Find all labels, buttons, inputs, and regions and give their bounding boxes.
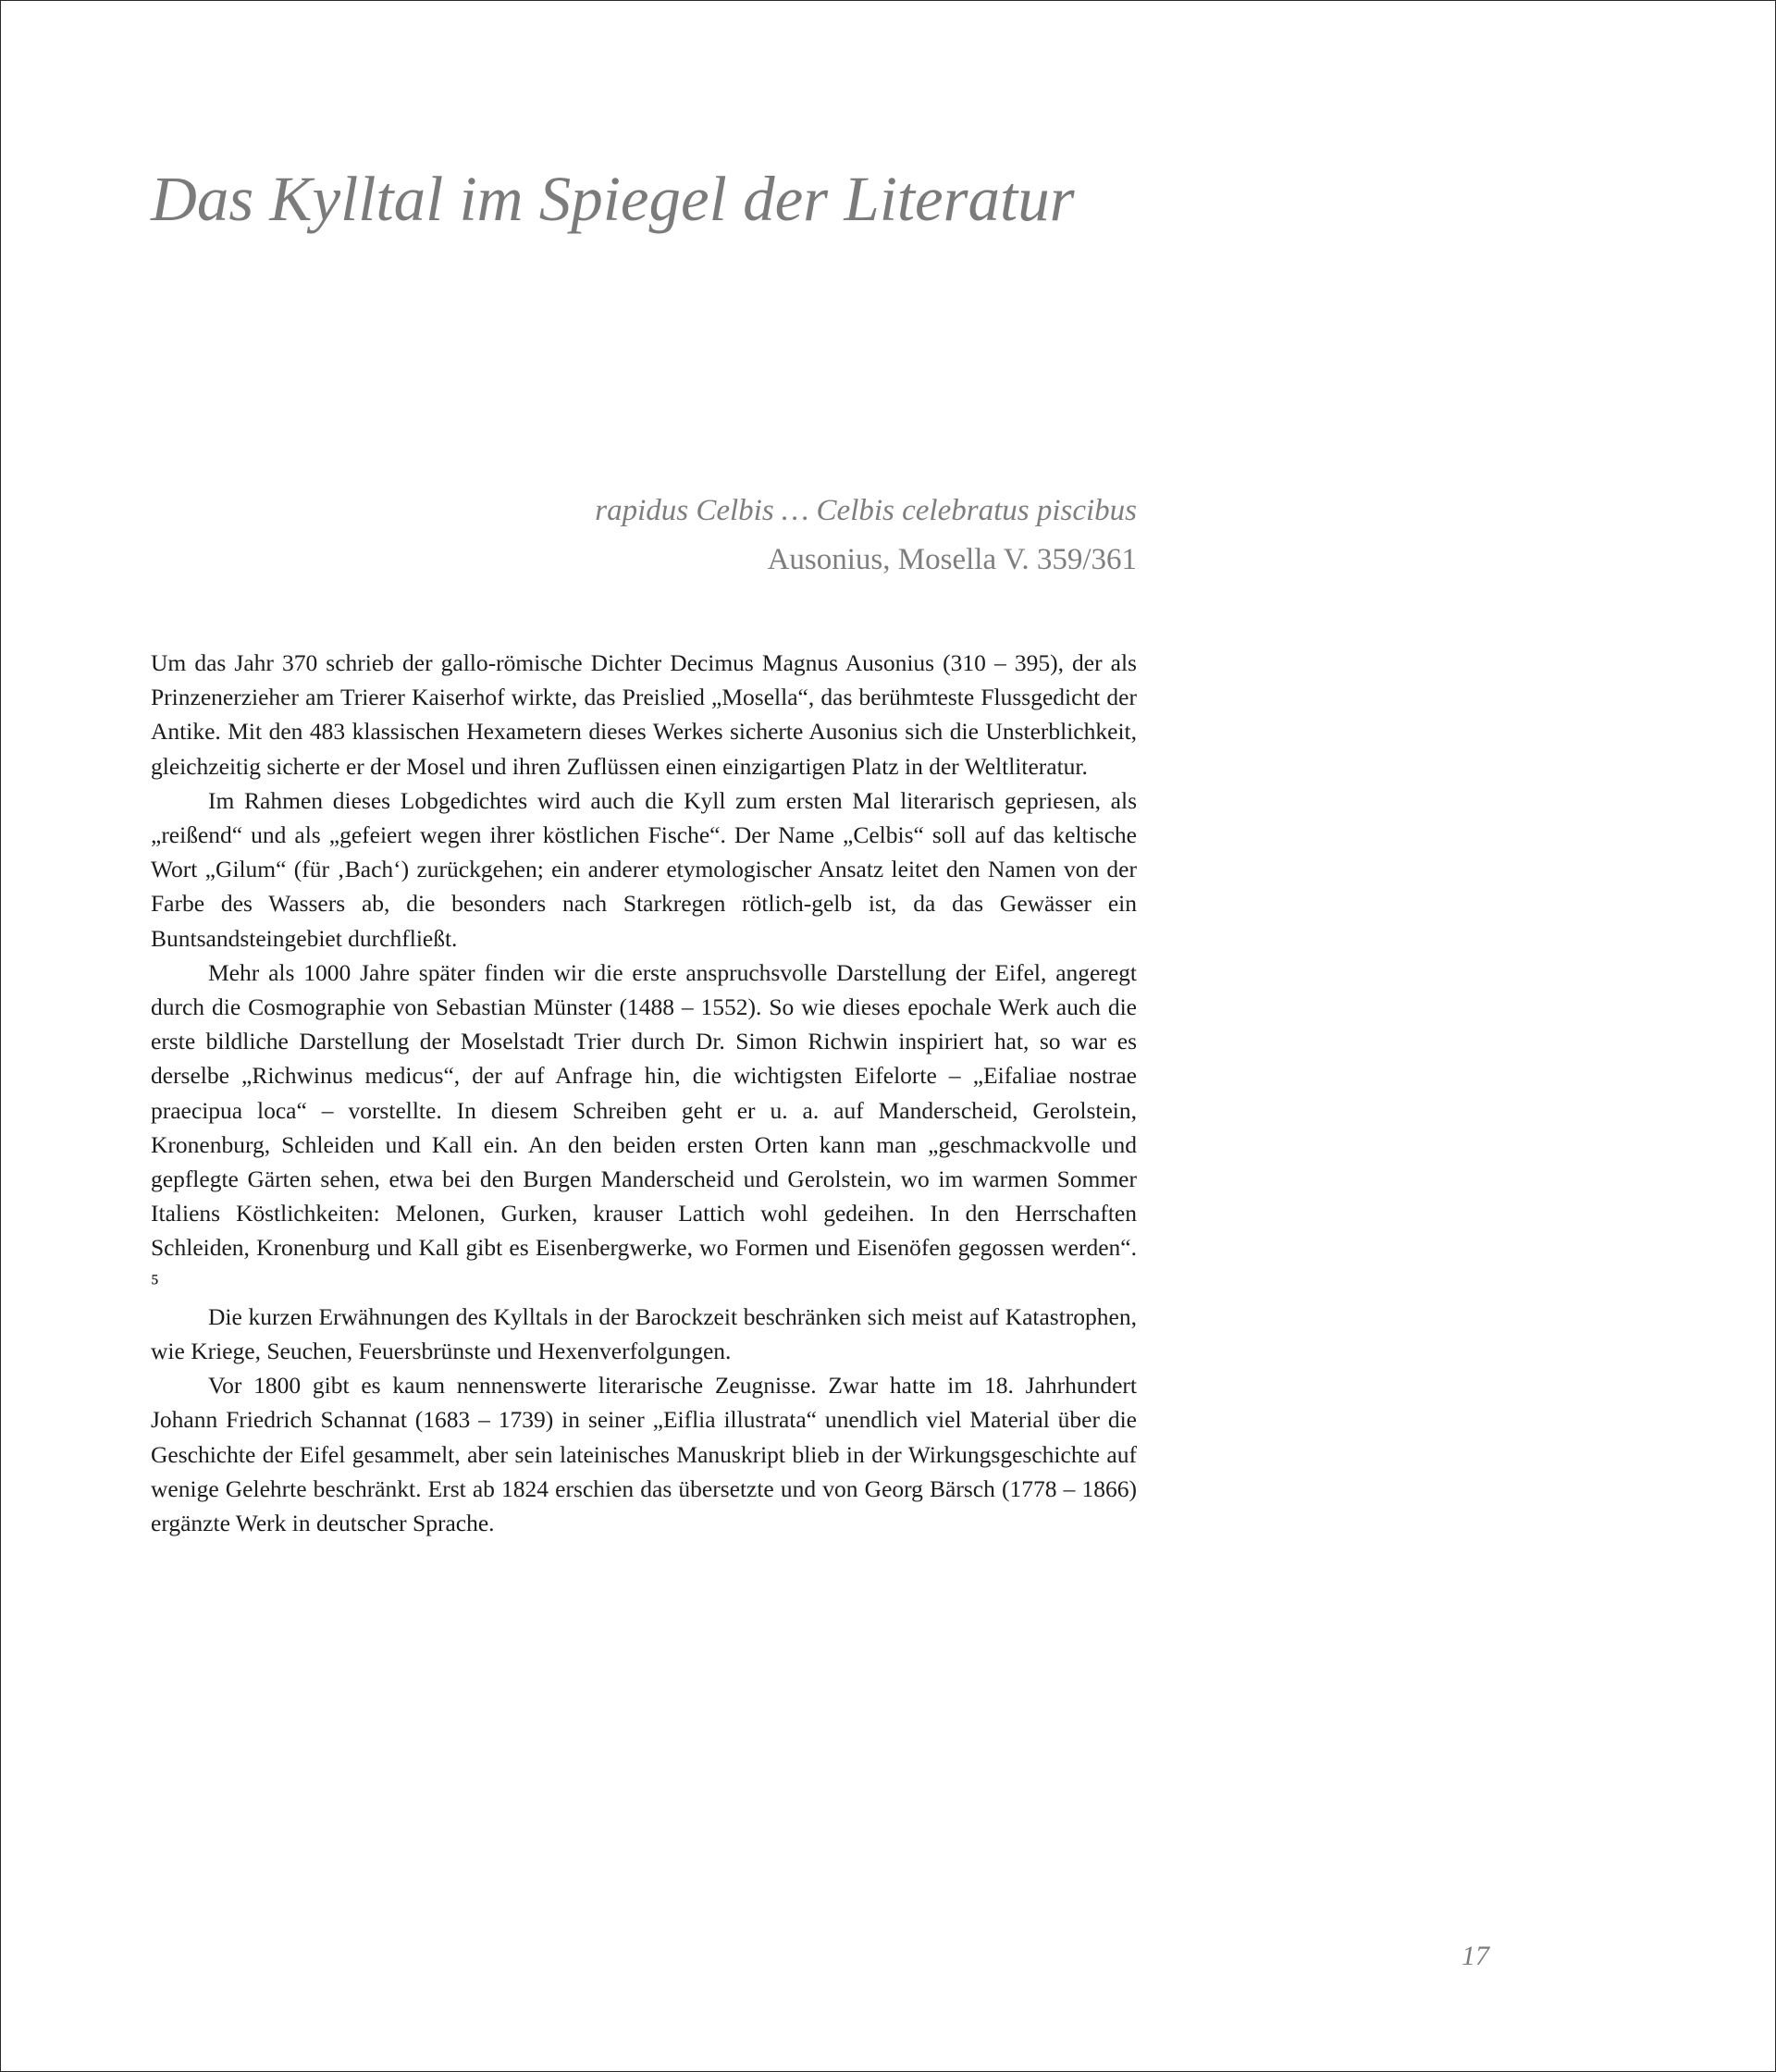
paragraph: Mehr als 1000 Jahre später finden wir die erste anspruchsvolle Darstellung der Eifel, angeregt durch die Cosmographie von Sebastian Münster (1488 – 1552). So wie dieses epochale Werk auch die erste bildliche Darstellung der Moselstadt Trier durch Dr. Simon Richwin inspiriert hat, so war es derselbe „Richwinus medicus“, der auf Anfrage hin, die wichtigsten Eifelorte – „Eifaliae nostrae praecipua loca“ – vorstellte. In diesem Schreiben geht er u. a. auf Manderscheid, Gerolstein, Kronenburg, Schleiden und Kall ein. An den beiden ersten Orten kann man „geschmackvolle und gepflegte Gärten sehen, etwa bei den Burgen Manderscheid und Gerolstein, wo im warmen Sommer Italiens Köstlichkeiten: Melonen, Gurken, krauser Lattich wohl gedeihen. In den Herrschaften Schleiden, Kronenburg und Kall gibt es Eisenbergwerke, wo Formen und Eisenöfen gegossen werden“. ⁵ <box>151 958 1137 1296</box>
paragraph: Um das Jahr 370 schrieb der gallo-römische Dichter Decimus Magnus Ausonius (310 – 395), der als Prinzenerzieher am Trierer Kaiserhof wirkte, das Preislied „Mosella“, das berühmteste Flussgedicht der Antike. Mit den 483 klassischen Hexametern dieses Werkes sicherte Ausonius sich die Unsterblichkeit, gleichzeitig sicherte er der Mosel und ihren Zuflüssen einen einzigartigen Platz in der Weltliteratur. <box>151 649 1137 780</box>
body-text <box>151 646 1137 1540</box>
page-title: Das Kylltal im Spiegel der Literatur <box>151 164 1075 234</box>
epigraph-source: Ausonius, Mosella V. 359/361 <box>767 543 1137 576</box>
paragraph: Vor 1800 gibt es kaum nennenswerte literarische Zeugnisse. Zwar hatte im 18. Jahrhundert Johann Friedrich Schannat (1683 – 1739) in seiner „Eiflia illustrata“ unendlich viel Material über die Geschichte der Eifel gesammelt, aber sein lateinisches Manuskript blieb in der Wirkungsgeschichte auf wenige Gelehrte beschränkt. Erst ab 1824 erschien das übersetzte und von Georg Bärsch (1778 – 1866) ergänzte Werk in deutscher Sprache. <box>151 1372 1137 1537</box>
epigraph-quote: rapidus Celbis … Celbis celebratus piscibus <box>595 494 1137 527</box>
epigraph <box>151 487 1137 584</box>
paragraph: Die kurzen Erwähnungen des Kylltals in der Barockzeit beschränken sich meist auf Katastrophen, wie Kriege, Seuchen, Feuersbrünste und Hexenverfolgungen. <box>151 1302 1137 1365</box>
page-number: 17 <box>1462 1941 1489 1971</box>
paragraph: Im Rahmen dieses Lobgedichtes wird auch die Kyll zum ersten Mal literarisch gepriesen, als „reißend“ und als „gefeiert wegen ihrer köstlichen Fische“. Der Name „Celbis“ soll auf das keltische Wort „Gilum“ (für ‚Bach‘) zurückgehen; ein anderer etymologischer Ansatz leitet den Namen von der Farbe des Wassers ab, die besonders nach Starkregen rötlich-gelb ist, da das Gewässer ein Buntsandsteingebiet durchfließt. <box>151 786 1137 952</box>
